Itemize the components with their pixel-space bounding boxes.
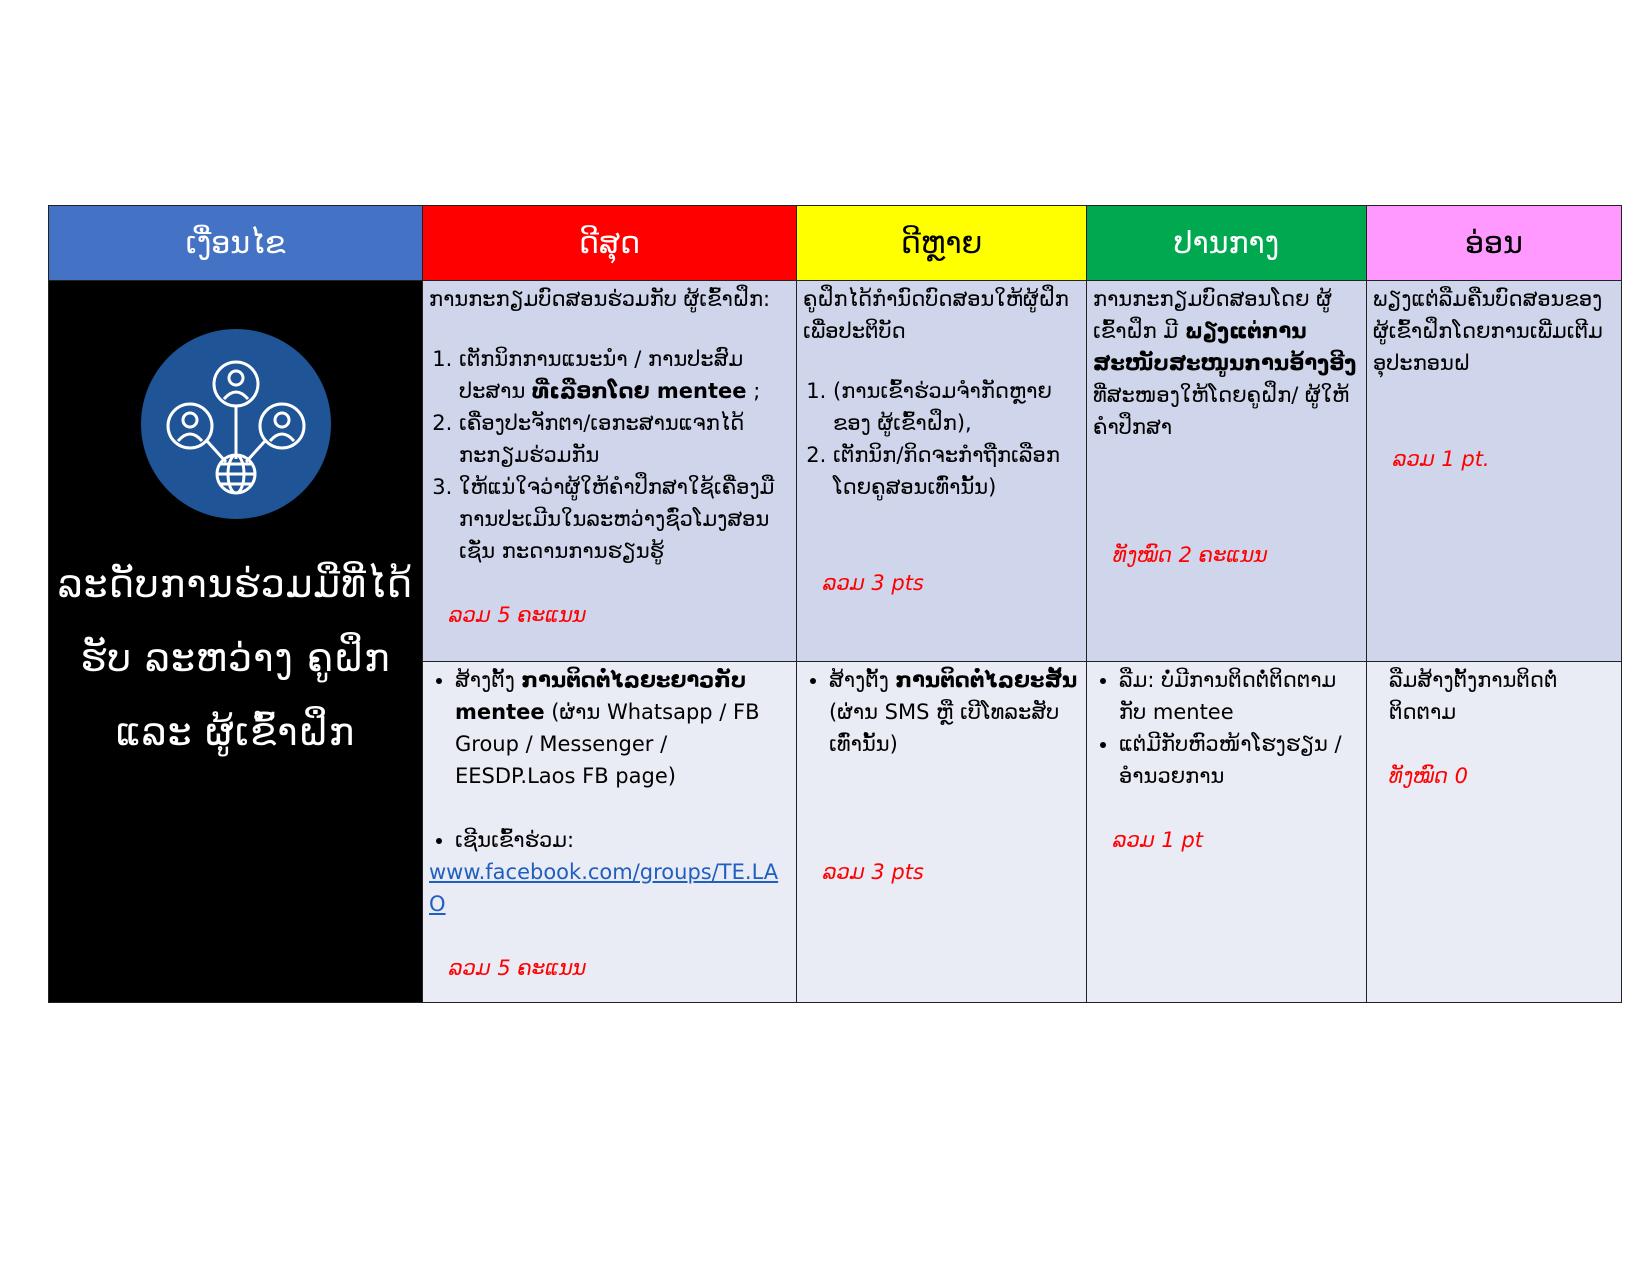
row2-weak-text: ລືມສ້າງຕັ້ງການຕິດຕໍ່ຕິດຕາມ [1389,668,1558,724]
list-item-text: ເຕັກນິກການແນະນຳ / ການປະສົມປະສານ [459,347,744,403]
row1-excellent-list [429,343,790,567]
score-label: ລວມ 5 ຄະແນນ [449,956,587,980]
row2-very-good-list [803,664,1080,760]
list-item-emphasis: ການຕິດຕໍ່ໄລຍະຍາວກັບ mentee [455,668,747,724]
row1-very-good-list [803,375,1080,503]
row1-weak-text: ພຽງແຕ່ລືມຄືນບົດສອນຂອງຜູ້ເຂົ້າຝຶກໂດຍການເພີ່ມເຕີມອຸປະກອນຝ [1373,287,1603,375]
row1-excellent-intro: ການກະກຽມບົດສອນຮ່ວມກັບ ຜູ້ເຂົ້າຝຶກ: [429,287,771,311]
header-very-good: ດີຫຼາຍ [797,206,1087,281]
score-label: ລວມ 1 pt [1113,828,1203,852]
cell-row2-very-good [797,662,1087,1003]
list-item: 2. ເຕັກນິກ/ກິດຈະກຳຖືກເລືອກໂດຍຄູສອນເທົ່ານັ້ນ) [833,439,1080,503]
header-row [49,206,1622,281]
cell-emphasis: ພຽງແຕ່ການສະໜັບສະໜູນການອ້າງອີງ [1093,319,1357,375]
list-item: • ເຊີນເຂົ້າຮ່ວມ: [455,824,790,856]
cell-row2-weak [1367,662,1622,1003]
cell-row2-excellent [423,662,797,1003]
list-item [459,343,790,407]
list-item: • ແຕ່ມີກັບຫົວໜ້າໂຮງຮຽນ / ອຳນວຍການ [1119,728,1360,792]
score-label: ລວມ 3 pts [823,571,924,595]
list-item-text: ສ້າງຕັ້ງ [829,668,896,692]
list-item: 2. ເຄື່ອງປະຈັກຕາ/ເອກະສານແຈກໄດ້ກະກຽມຮ່ວມກັນ [459,407,790,471]
cell-row1-good [1087,281,1367,662]
list-item [829,664,1080,760]
criteria-cell [49,281,423,1003]
row1-very-good-intro: ຄູຝຶກໄດ້ກຳນົດບົດສອນໃຫ້ຜູ້ຝຶກເພື່ອປະຕິບັດ [803,287,1069,343]
list-item: • ລືມ: ບໍ່ມີການຕິດຕໍ່ຕິດຕາມກັບ mentee [1119,664,1360,728]
list-item-emphasis: ການຕິດຕໍ່ໄລຍະສັ້ນ [895,668,1078,692]
list-item-text: ສ້າງຕັ້ງ [455,668,522,692]
network-people-globe-icon [141,329,331,519]
score-label: ລວມ 3 pts [823,860,924,884]
score-label: ທັງໝົດ 2 ຄະແນນ [1113,543,1268,567]
cell-row1-excellent [423,281,797,662]
list-item: 3. ໃຫ້ແນ່ໃຈວ່າຜູ້ໃຫ້ຄຳປຶກສາໃຊ້ເຄື່ອງມືການປະເມີນໃນລະຫວ່າງຊົ່ວໂມງສອນ ເຊັ່ນ ກະດານການຮຽນຮູ້ [459,471,790,567]
score-label: ລວມ 1 pt. [1393,447,1490,471]
header-weak: ອ່ອນ [1367,206,1622,281]
cell-row2-good [1087,662,1367,1003]
rubric-table [48,205,1622,1003]
cell-row1-very-good [797,281,1087,662]
row2-excellent-list [429,664,790,856]
cell-text: ການກະກຽມບົດສອນໂດຍ ຜູ້ເຂົ້າຝຶກ ມີ [1093,287,1332,343]
header-good: ປານກາງ [1087,206,1367,281]
criteria-label: ລະດັບການຮ່ວມມືທີ່ໄດ້ຮັບ ລະຫວ່າງ ຄູຝຶກ ແລະ ຜູ້ເຂົ້າຝຶກ [57,562,414,754]
facebook-group-link[interactable]: www.facebook.com/groups/TE.LAO [429,860,779,916]
header-excellent: ດີສຸດ [423,206,797,281]
list-item-emphasis: ທີ່ເລືອກໂດຍ mentee [532,379,747,403]
rubric-row-1 [49,281,1622,662]
cell-text: ທີ່ສະໜອງໃຫ້ໂດຍຄູຝຶກ/ ຜູ້ໃຫ້ຄຳປຶກສາ [1093,383,1350,439]
header-criteria: ເງື່ອນໄຂ [49,206,423,281]
score-label: ທັງໝົດ 0 [1389,764,1468,788]
list-item-text: (ຜ່ານ SMS ຫຼື ເບີໂທລະສັບເທົ່ານັ້ນ) [829,700,1060,756]
row1-good-text [1093,283,1360,443]
list-item-text: (ຜ່ານ Whatsapp / FB Group / Messenger / EESDP.Laos FB page) [455,700,760,788]
score-label: ລວມ 5 ຄະແນນ [449,603,587,627]
list-item: 1. (ການເຂົ້າຮ່ວມຈຳກັດຫຼາຍຂອງ ຜູ້ເຂົ້າຝຶກ), [833,375,1080,439]
list-item [455,664,790,792]
list-item-text: ; [746,379,761,403]
cell-row1-weak [1367,281,1622,662]
row2-good-list [1093,664,1360,792]
